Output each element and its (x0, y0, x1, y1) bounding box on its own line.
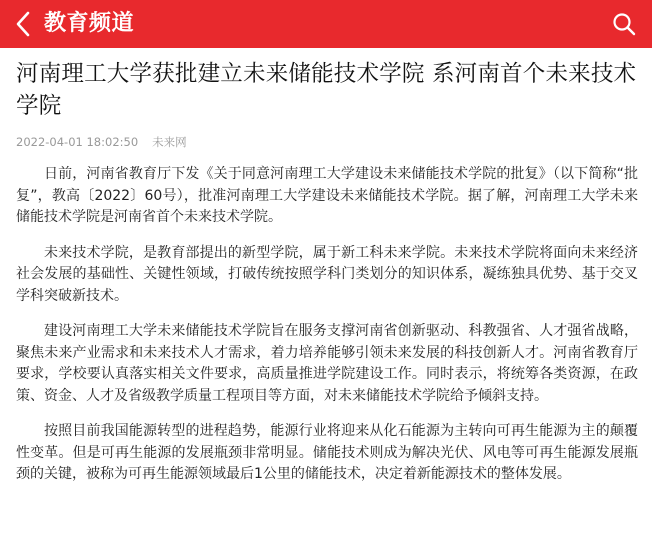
article-meta (16, 134, 638, 150)
top-bar (0, 0, 652, 48)
back-button[interactable] (6, 4, 40, 44)
paragraph: 建设河南理工大学未来储能技术学院旨在服务支撑河南省创新驱动、科教强省、人才强省战略，聚焦未来产业需求和未来技术人才需求，着力培养能够引领未来发展的科技创新人才。河南省教育厅要求，学校要认真落实相关文件要求，高质量推进学院建设工作。同时表示，将统筹各类资源，在政策、资金、人才及省级教学质量工程项目等方面，对未来储能技术学院给予倾斜支持。 (16, 323, 638, 404)
article (16, 58, 638, 500)
paragraph: 日前，河南省教育厅下发《关于同意河南理工大学建设未来储能技术学院的批复》（以下简称“批复”，教高〔2022〕60号），批准河南理工大学建设未来储能技术学院。据了解，河南理工大学未来储能技术学院是河南省首个未来技术学院。 (16, 166, 638, 225)
chevron-left-icon (15, 11, 31, 37)
article-title: 河南理工大学获批建立未来储能技术学院 系河南首个未来技术学院 (16, 61, 637, 119)
article-body (16, 164, 638, 486)
publish-date: 2022-04-01 18:02:50 (16, 135, 139, 149)
search-button[interactable] (606, 6, 642, 42)
search-icon (612, 12, 636, 36)
article-source[interactable]: 未来网 (152, 135, 187, 149)
channel-title: 教育频道 (44, 11, 135, 36)
paragraph: 按照目前我国能源转型的进程趋势，能源行业将迎来从化石能源为主转向可再生能源为主的颠覆性变革。但是可再生能源的发展瓶颈非常明显。储能技术则成为解决光伏、风电等可再生能源发展瓶颈的关键，被称为可再生能源领域最后1公里的储能技术，决定着新能源技术的整体发展。 (16, 423, 638, 482)
paragraph: 未来技术学院，是教育部提出的新型学院，属于新工科未来学院。未来技术学院将面向未来经济社会发展的基础性、关键性领域，打破传统按照学科门类划分的知识体系，凝练独具优势、基于交叉学科突破新技术。 (16, 244, 638, 304)
